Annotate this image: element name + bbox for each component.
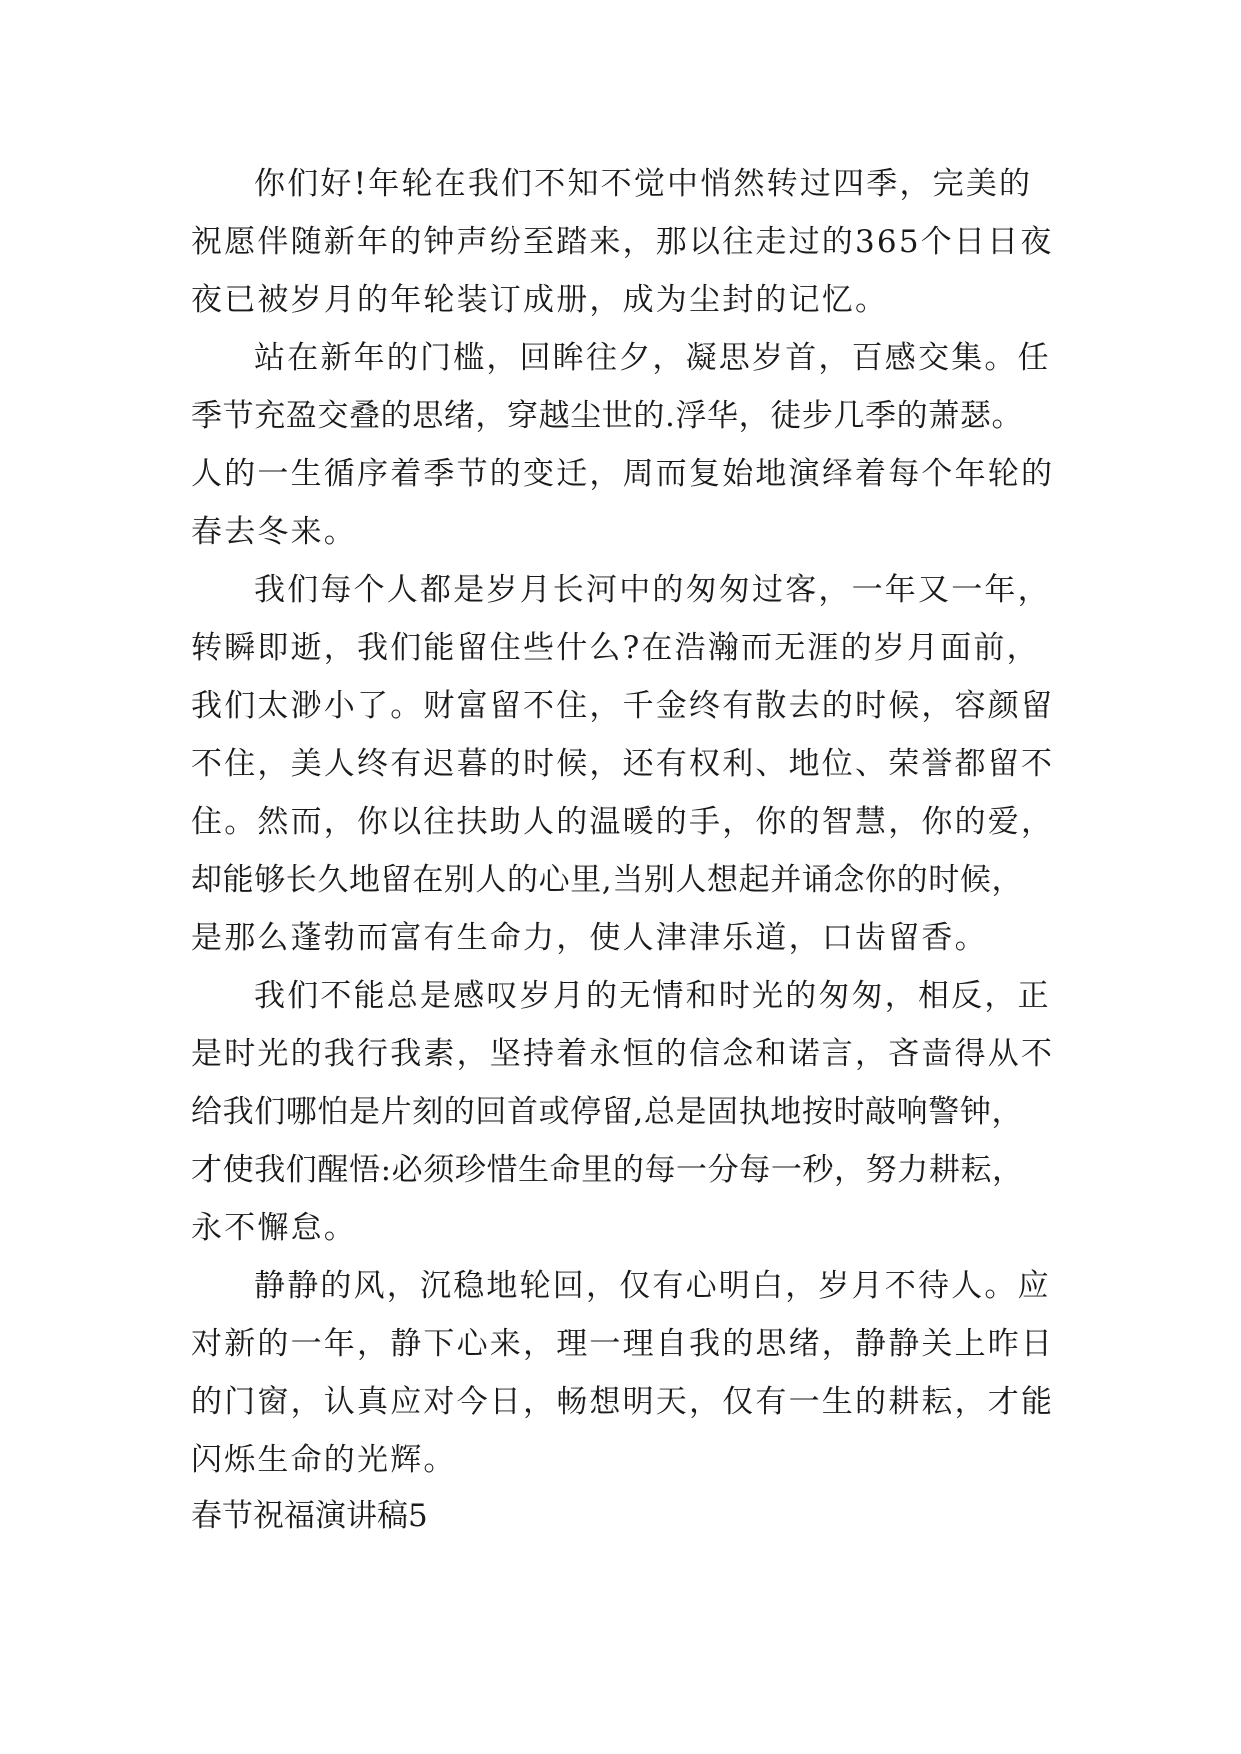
paragraph-3-line-7: 是那么蓬勃而富有生命力，使人津津乐道，口齿留香。: [191, 920, 988, 956]
paragraph-3-line-5: 住。然而，你以往扶助人的温暖的手，你的智慧，你的爱，: [191, 804, 1055, 840]
paragraph-3-line-4: 不住，美人终有迟暮的时候，还有权利、地位、荣誉都留不: [191, 746, 1055, 782]
paragraph-3-line-3: 我们太渺小了。财富留不住，千金终有散去的时候，容颜留: [191, 688, 1055, 724]
paragraph-5-line-1: 静静的风，沉稳地轮回，仅有心明白，岁月不待人。应: [254, 1268, 1051, 1304]
paragraph-1-line-1: 你们好!年轮在我们不知不觉中悄然转过四季，完美的: [254, 166, 1033, 202]
paragraph-4-line-4: 才使我们醒悟:必须珍惜生命里的每一分每一秒，努力耕耘，: [191, 1152, 1024, 1188]
paragraph-2-line-1: 站在新年的门槛，回眸往夕，凝思岁首，百感交集。任: [254, 340, 1051, 376]
paragraph-3-line-6: 却能够长久地留在别人的心里,当别人想起并诵念你的时候，: [191, 862, 1024, 898]
paragraph-4-line-3: 给我们哪怕是片刻的回首或停留,总是固执地按时敲响警钟，: [191, 1094, 1024, 1130]
paragraph-4-line-1: 我们不能总是感叹岁月的无情和时光的匆匆，相反，正: [254, 978, 1051, 1014]
paragraph-5-line-4: 闪烁生命的光辉。: [191, 1442, 457, 1478]
paragraph-2-line-3: 人的一生循序着季节的变迁，周而复始地演绎着每个年轮的: [191, 456, 1055, 492]
paragraph-3-line-2: 转瞬即逝，我们能留住些什么?在浩瀚而无涯的岁月面前，: [191, 630, 1040, 666]
paragraph-2-line-4: 春去冬来。: [191, 514, 357, 550]
paragraph-2-line-2: 季节充盈交叠的思绪，穿越尘世的.浮华，徒步几季的萧瑟。: [191, 398, 1024, 434]
paragraph-5-line-3: 的门窗，认真应对今日，畅想明天，仅有一生的耕耘，才能: [191, 1384, 1055, 1420]
paragraph-3-line-1: 我们每个人都是岁月长河中的匆匆过客，一年又一年，: [254, 572, 1051, 608]
paragraph-4-line-5: 永不懈怠。: [191, 1210, 357, 1246]
paragraph-4-line-2: 是时光的我行我素，坚持着永恒的信念和诺言，吝啬得从不: [191, 1036, 1055, 1072]
paragraph-1-line-3: 夜已被岁月的年轮装订成册，成为尘封的记忆。: [191, 282, 889, 318]
paragraph-5-line-2: 对新的一年，静下心来，理一理自我的思绪，静静关上昨日: [191, 1326, 1055, 1362]
paragraph-1-line-2: 祝愿伴随新年的钟声纷至踏来，那以往走过的365个日日夜: [191, 224, 1054, 260]
section-heading: 春节祝福演讲稿5: [191, 1498, 428, 1534]
